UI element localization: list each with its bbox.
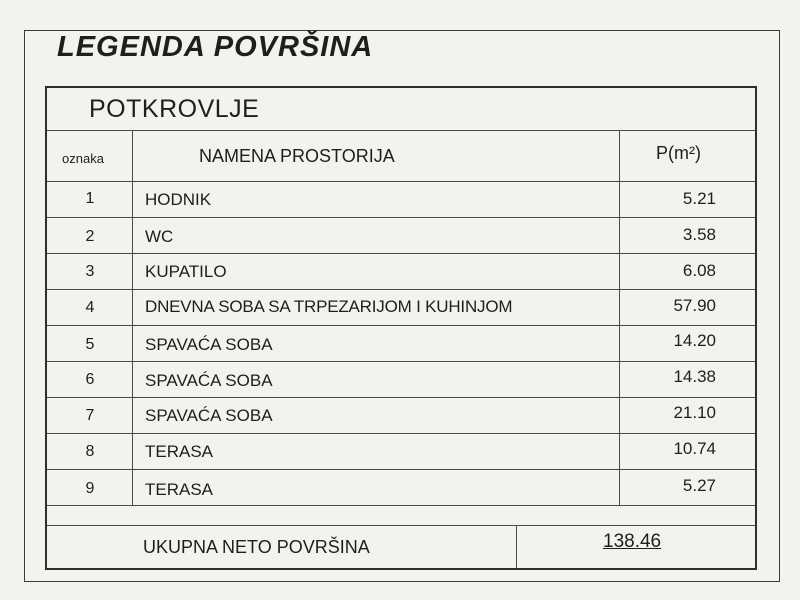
room-area: 10.74 xyxy=(673,439,716,458)
room-name: SPAVAĆA SOBA xyxy=(145,406,273,425)
row-number: 2 xyxy=(85,228,95,245)
total-area-label: UKUPNA NETO POVRŠINA xyxy=(143,537,370,557)
room-name: TERASA xyxy=(145,480,214,499)
row-number: 9 xyxy=(85,480,95,497)
room-area: 3.58 xyxy=(682,225,716,244)
row-number: 5 xyxy=(85,336,95,353)
room-area: 6.08 xyxy=(682,261,716,280)
room-name: WC xyxy=(145,227,174,246)
room-area: 14.20 xyxy=(673,331,716,350)
room-name: TERASA xyxy=(145,442,214,461)
room-area: 5.27 xyxy=(682,476,716,495)
row-number: 1 xyxy=(85,190,95,207)
room-name: HODNIK xyxy=(145,190,212,209)
row-number: 8 xyxy=(85,443,95,460)
table-grid-line xyxy=(47,525,755,526)
floor-subtitle: POTKROVLJE xyxy=(89,95,260,123)
legend-title: LEGENDA POVRŠINA xyxy=(57,31,374,63)
room-area: 57.90 xyxy=(673,296,716,315)
column-header-oznaka: oznaka xyxy=(62,151,104,166)
total-area-value: 138.46 xyxy=(603,531,662,552)
table-grid-line xyxy=(47,325,755,326)
room-name: SPAVAĆA SOBA xyxy=(145,371,273,390)
table-grid-line xyxy=(47,361,755,362)
row-number: 4 xyxy=(85,299,95,316)
row-number: 6 xyxy=(85,371,95,388)
room-area: 21.10 xyxy=(673,403,716,422)
table-grid-line xyxy=(47,130,755,131)
row-number: 7 xyxy=(85,407,95,424)
room-name: SPAVAĆA SOBA xyxy=(145,335,273,354)
column-header-namena: NAMENA PROSTORIJA xyxy=(199,146,395,166)
table-grid-line xyxy=(47,433,755,434)
room-name: DNEVNA SOBA SA TRPEZARIJOM I KUHINJOM xyxy=(145,297,513,316)
table-grid-line xyxy=(132,130,133,505)
table-grid-line xyxy=(47,217,755,218)
table-grid-line xyxy=(516,525,517,568)
room-area: 5.21 xyxy=(682,189,716,208)
table-grid-line xyxy=(47,289,755,290)
table-grid-line xyxy=(47,505,755,506)
room-area: 14.38 xyxy=(673,367,716,386)
table-grid-line xyxy=(47,253,755,254)
column-header-povrsina: P(m²) xyxy=(656,143,701,163)
room-name: KUPATILO xyxy=(145,262,227,281)
row-number: 3 xyxy=(85,263,95,280)
table-grid-line xyxy=(47,397,755,398)
table-grid-line xyxy=(47,469,755,470)
table-grid-line xyxy=(47,181,755,182)
